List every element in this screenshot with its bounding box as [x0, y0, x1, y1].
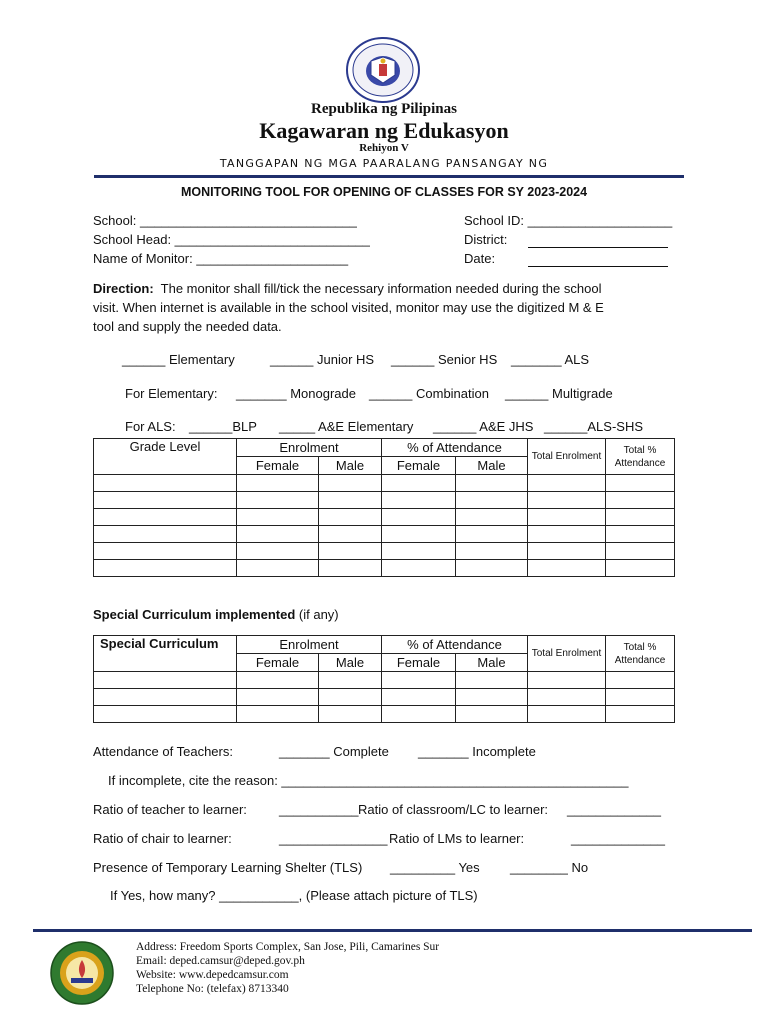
option-senior-hs[interactable]: ______ Senior HS	[391, 352, 498, 367]
special-heading-bold: Special Curriculum implemented	[93, 607, 296, 622]
table-cell[interactable]	[456, 526, 528, 543]
lms-ratio-input[interactable]: _____________	[571, 831, 665, 846]
lms-ratio-label: Ratio of LMs to learner:	[389, 831, 525, 846]
table-row	[94, 526, 675, 543]
table-cell[interactable]	[319, 543, 382, 560]
direction-line-3: tool and supply the needed data.	[93, 319, 282, 334]
total-attendance-header: Total % Attendance	[606, 636, 675, 672]
table-cell[interactable]	[606, 706, 675, 723]
region-label: Rehiyon V	[359, 142, 409, 154]
option-complete[interactable]: _______ Complete	[279, 744, 389, 759]
table-cell[interactable]	[94, 672, 237, 689]
table-cell[interactable]	[382, 560, 456, 577]
table-cell[interactable]	[94, 689, 237, 706]
footer-rule	[33, 929, 752, 932]
option-tls-no[interactable]: ________ No	[510, 860, 589, 875]
table-cell[interactable]	[94, 706, 237, 723]
table-cell[interactable]	[456, 475, 528, 492]
teachers-attendance-label: Attendance of Teachers:	[93, 744, 233, 759]
table-cell[interactable]	[319, 689, 382, 706]
special-curriculum-table	[93, 635, 675, 723]
table-cell[interactable]	[528, 492, 606, 509]
header-rule	[94, 175, 684, 178]
division-logo	[49, 940, 115, 1006]
table-cell[interactable]	[237, 706, 319, 723]
district-label: District:	[464, 232, 508, 247]
date-input-line[interactable]	[528, 266, 668, 267]
office-label: TANGGAPAN NG MGA PAARALANG PANSANGAY NG	[219, 157, 549, 170]
direction-text	[93, 279, 673, 336]
footer-telephone: Telephone No: (telefax) 8713340	[136, 983, 289, 995]
direction-line-2: visit. When internet is available in the school visited, monitor may use the digitized M & E	[93, 300, 604, 315]
attendance-header: % of Attendance	[382, 636, 528, 654]
table-cell[interactable]	[319, 509, 382, 526]
table-cell[interactable]	[382, 706, 456, 723]
footer-contact	[136, 940, 439, 996]
table-cell[interactable]	[237, 689, 319, 706]
footer-address: Address: Freedom Sports Complex, San Jose, Pili, Camarines Sur	[136, 941, 440, 953]
date-label: Date:	[464, 251, 496, 266]
option-als[interactable]: _______ ALS	[511, 352, 590, 367]
table-cell[interactable]	[456, 560, 528, 577]
option-junior-hs[interactable]: ______ Junior HS	[270, 352, 375, 367]
table-row	[94, 560, 675, 577]
table-row	[94, 706, 675, 723]
table-cell[interactable]	[237, 526, 319, 543]
special-curriculum-header: Special Curriculum	[94, 636, 237, 672]
table-row	[94, 543, 675, 560]
school-id-field[interactable]: School ID: ____________________	[464, 213, 673, 228]
option-als-shs[interactable]: ______ALS-SHS	[544, 419, 644, 434]
table-cell[interactable]	[528, 560, 606, 577]
table-cell[interactable]	[319, 706, 382, 723]
table-cell[interactable]	[94, 543, 237, 560]
table-cell[interactable]	[456, 672, 528, 689]
teacher-ratio-label: Ratio of teacher to learner:	[93, 802, 247, 817]
table-cell[interactable]	[382, 475, 456, 492]
enrolment-table	[93, 438, 675, 577]
table-cell[interactable]	[456, 492, 528, 509]
for-als-label: For ALS:	[125, 419, 176, 434]
direction-line-1: The monitor shall fill/tick the necessary information needed during the school	[160, 281, 602, 296]
incomplete-reason-field[interactable]: If incomplete, cite the reason: ________________________________________________	[108, 773, 629, 788]
footer-email[interactable]: Email: deped.camsur@deped.gov.ph	[136, 955, 305, 967]
table-cell[interactable]	[319, 560, 382, 577]
table-cell[interactable]	[606, 543, 675, 560]
table-cell[interactable]	[382, 689, 456, 706]
table-cell[interactable]	[606, 560, 675, 577]
option-blp[interactable]: ______BLP	[189, 419, 257, 434]
attendance-male-header: Male	[456, 457, 528, 475]
table-cell[interactable]	[606, 509, 675, 526]
table-cell[interactable]	[94, 492, 237, 509]
table-row	[94, 475, 675, 492]
district-input-line[interactable]	[528, 247, 668, 248]
classroom-ratio-input[interactable]: _____________	[567, 802, 661, 817]
table-cell[interactable]	[382, 509, 456, 526]
classroom-ratio-label: Ratio of classroom/LC to learner:	[358, 802, 549, 817]
enrolment-female-header: Female	[237, 457, 319, 475]
table-cell[interactable]	[94, 560, 237, 577]
table-cell[interactable]	[528, 543, 606, 560]
table-cell[interactable]	[319, 526, 382, 543]
enrolment-female-header: Female	[237, 654, 319, 672]
attendance-female-header: Female	[382, 654, 456, 672]
enrolment-header: Enrolment	[237, 636, 382, 654]
table-cell[interactable]	[237, 492, 319, 509]
table-row	[94, 672, 675, 689]
table-cell[interactable]	[606, 526, 675, 543]
teacher-ratio-input[interactable]: ___________	[279, 802, 359, 817]
option-ae-jhs[interactable]: ______ A&E JHS	[433, 419, 534, 434]
table-cell[interactable]	[456, 706, 528, 723]
table-cell[interactable]	[94, 475, 237, 492]
footer-website[interactable]: Website: www.depedcamsur.com	[136, 969, 289, 981]
attendance-female-header: Female	[382, 457, 456, 475]
table-cell[interactable]	[94, 509, 237, 526]
table-cell[interactable]	[382, 543, 456, 560]
table-cell[interactable]	[606, 689, 675, 706]
table-cell[interactable]	[237, 509, 319, 526]
table-cell[interactable]	[237, 543, 319, 560]
republic-label: Republika ng Pilipinas	[311, 101, 457, 117]
option-tls-yes[interactable]: _________ Yes	[390, 860, 480, 875]
table-row	[94, 492, 675, 509]
table-cell[interactable]	[528, 706, 606, 723]
monitor-field[interactable]: Name of Monitor: _____________________	[93, 251, 349, 266]
table-cell[interactable]	[382, 526, 456, 543]
table-cell[interactable]	[237, 672, 319, 689]
option-combination[interactable]: ______ Combination	[369, 386, 489, 401]
school-field[interactable]: School: ______________________________	[93, 213, 357, 228]
table-cell[interactable]	[528, 475, 606, 492]
table-cell[interactable]	[382, 672, 456, 689]
for-elementary-label: For Elementary:	[125, 386, 218, 401]
table-cell[interactable]	[528, 689, 606, 706]
table-cell[interactable]	[528, 672, 606, 689]
chair-ratio-input[interactable]: _______________	[279, 831, 388, 846]
option-elementary[interactable]: ______ Elementary	[122, 352, 235, 367]
option-monograde[interactable]: _______ Monograde	[236, 386, 356, 401]
table-cell[interactable]	[456, 543, 528, 560]
enrolment-header: Enrolment	[237, 439, 382, 457]
enrolment-male-header: Male	[319, 654, 382, 672]
table-cell[interactable]	[237, 475, 319, 492]
deped-seal	[345, 37, 421, 103]
special-heading-rest: (if any)	[295, 607, 339, 622]
table-cell[interactable]	[237, 560, 319, 577]
table-cell[interactable]	[382, 492, 456, 509]
form-title: MONITORING TOOL FOR OPENING OF CLASSES FOR SY 2023-2024	[180, 185, 588, 199]
attendance-male-header: Male	[456, 654, 528, 672]
table-cell[interactable]	[528, 526, 606, 543]
table-cell[interactable]	[456, 509, 528, 526]
tls-count-field[interactable]: If Yes, how many? ___________, (Please attach picture of TLS)	[110, 888, 478, 903]
attendance-header: % of Attendance	[382, 439, 528, 457]
table-cell[interactable]	[606, 492, 675, 509]
total-enrolment-header: Total Enrolment	[528, 439, 606, 475]
option-ae-elementary[interactable]: _____ A&E Elementary	[279, 419, 414, 434]
table-cell[interactable]	[319, 492, 382, 509]
table-cell[interactable]	[319, 672, 382, 689]
tls-label: Presence of Temporary Learning Shelter (TLS)	[93, 860, 363, 875]
table-row	[94, 689, 675, 706]
direction-label: Direction:	[93, 281, 154, 296]
grade-level-header: Grade Level	[94, 439, 237, 475]
enrolment-male-header: Male	[319, 457, 382, 475]
total-enrolment-header: Total Enrolment	[528, 636, 606, 672]
total-attendance-header: Total % Attendance	[606, 439, 675, 475]
school-head-field[interactable]: School Head: ___________________________	[93, 232, 370, 247]
table-cell[interactable]	[456, 689, 528, 706]
table-cell[interactable]	[94, 526, 237, 543]
table-cell[interactable]	[319, 475, 382, 492]
option-incomplete[interactable]: _______ Incomplete	[418, 744, 536, 759]
department-name: Kagawaran ng Edukasyon	[259, 118, 509, 143]
table-cell[interactable]	[606, 475, 675, 492]
option-multigrade[interactable]: ______ Multigrade	[505, 386, 613, 401]
table-cell[interactable]	[528, 509, 606, 526]
table-row	[94, 509, 675, 526]
special-curriculum-heading	[93, 607, 339, 622]
chair-ratio-label: Ratio of chair to learner:	[93, 831, 232, 846]
table-cell[interactable]	[606, 672, 675, 689]
